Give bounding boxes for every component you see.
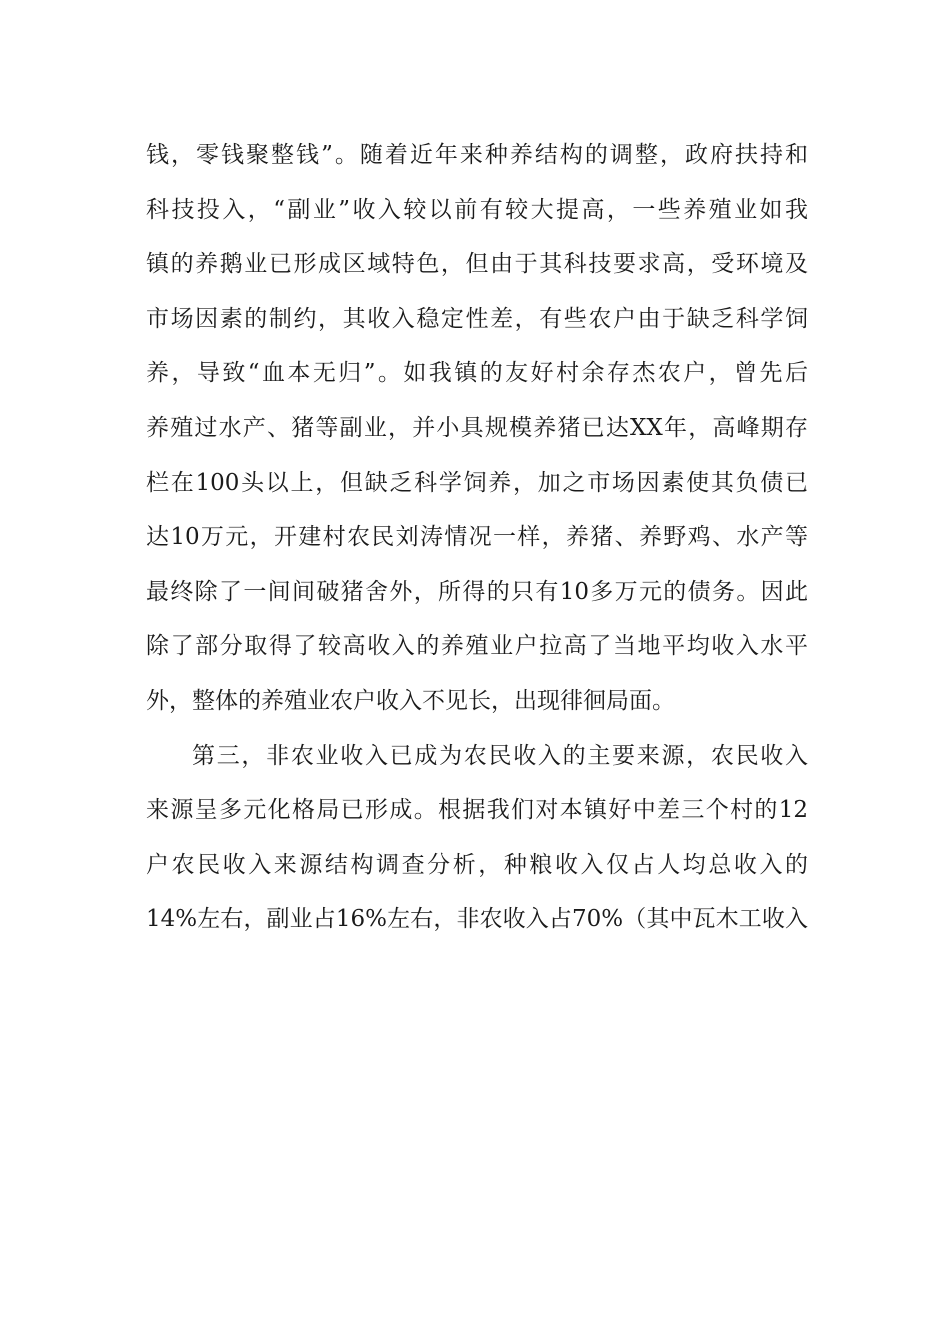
text-line: 镇的养鹅业已形成区域特色，但由于其科技要求高，受环境及 — [146, 251, 808, 278]
text-line: 养，导致“血本无归”。如我镇的友好村余存杰农户，曾先后 — [146, 360, 808, 387]
text-line: 科技投入，“副业”收入较以前有较大提高，一些养殖业如我 — [146, 196, 808, 223]
text-line: 市场因素的制约，其收入稳定性差，有些农户由于缺乏科学饲 — [146, 305, 808, 332]
text-line: 除了部分取得了较高收入的养殖业户拉高了当地平均收入水平 — [146, 633, 808, 660]
text-line: 养殖过水产、猪等副业，并小具规模养猪已达XX年，高峰期存 — [146, 414, 808, 441]
text-line: 14%左右，副业占16%左右，非农收入占70%（其中瓦木工收入 — [146, 906, 808, 933]
text-line: 最终除了一间间破猪舍外，所得的只有10多万元的债务。因此 — [146, 578, 808, 605]
paragraph-first-line: 第三，非农业收入已成为农民收入的主要来源，农民收入 — [192, 742, 808, 769]
text-line: 栏在100头以上，但缺乏科学饲养，加之市场因素使其负债已 — [146, 469, 808, 496]
paragraph-end-line: 外，整体的养殖业农户收入不见长，出现徘徊局面。 — [146, 687, 675, 714]
text-line: 来源呈多元化格局已形成。根据我们对本镇好中差三个村的12 — [146, 797, 808, 824]
body-text — [146, 128, 808, 947]
text-line: 达10万元，开建村农民刘涛情况一样，养猪、养野鸡、水产等 — [146, 524, 808, 551]
text-line: 钱，零钱聚整钱”。随着近年来种养结构的调整，政府扶持和 — [146, 142, 808, 168]
text-line: 户农民收入来源结构调查分析，种粮收入仅占人均总收入的 — [146, 851, 808, 878]
